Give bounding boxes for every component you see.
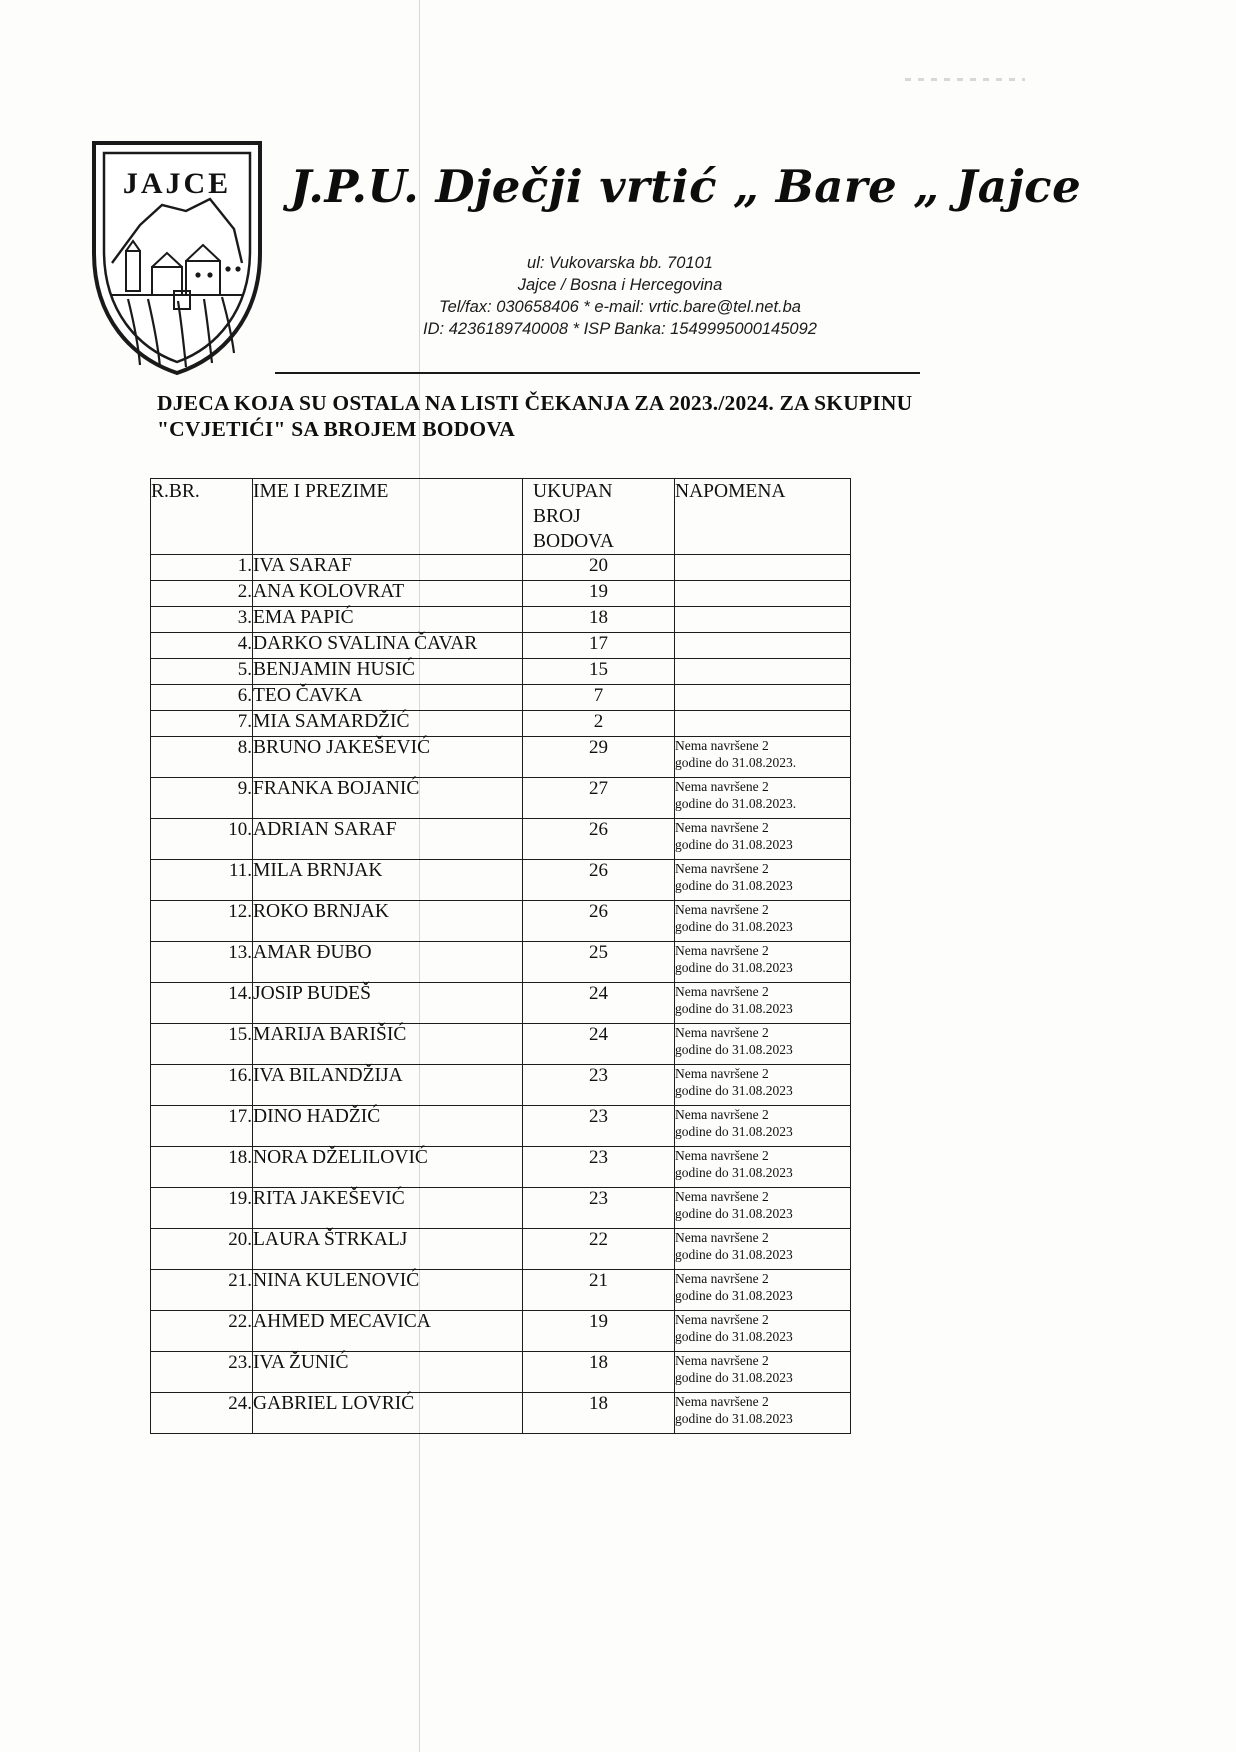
- cell-points: 29: [523, 737, 675, 778]
- cell-number: 13.: [151, 942, 253, 983]
- cell-name: IVA BILANDŽIJA: [253, 1065, 523, 1106]
- cell-name: IVA ŽUNIĆ: [253, 1352, 523, 1393]
- column-header-points-line-2: BROJ: [533, 506, 581, 527]
- cell-points: 18: [523, 1393, 675, 1434]
- cell-points: 2: [523, 711, 675, 737]
- cell-points: 20: [523, 555, 675, 581]
- table-row: [151, 860, 851, 901]
- svg-text:JAJCE: JAJCE: [122, 167, 232, 200]
- cell-name: IVA SARAF: [253, 555, 523, 581]
- table-row: [151, 1229, 851, 1270]
- cell-number: 1.: [151, 555, 253, 581]
- cell-number: 12.: [151, 901, 253, 942]
- cell-number: 4.: [151, 633, 253, 659]
- table-row: [151, 942, 851, 983]
- column-header-points-line-1: UKUPAN: [533, 481, 613, 502]
- cell-note-line-1: Nema navršene 2: [675, 1394, 769, 1409]
- cell-number: 15.: [151, 1024, 253, 1065]
- cell-number: 6.: [151, 685, 253, 711]
- organization-title: J.P.U. Dječji vrtić „ Bare „ Jajce: [290, 160, 1082, 213]
- table-row: [151, 1311, 851, 1352]
- cell-points: 26: [523, 819, 675, 860]
- column-header-points: [523, 479, 675, 555]
- cell-name: LAURA ŠTRKALJ: [253, 1229, 523, 1270]
- cell-number: 3.: [151, 607, 253, 633]
- cell-note: [675, 1311, 851, 1352]
- cell-points: 26: [523, 860, 675, 901]
- cell-points: 15: [523, 659, 675, 685]
- cell-name: EMA PAPIĆ: [253, 607, 523, 633]
- cell-note: [675, 581, 851, 607]
- cell-number: 14.: [151, 983, 253, 1024]
- cell-note-line-2: godine do 31.08.2023: [675, 919, 793, 934]
- cell-note-line-2: godine do 31.08.2023: [675, 878, 793, 893]
- cell-note-line-1: Nema navršene 2: [675, 1148, 769, 1163]
- cell-note-line-2: godine do 31.08.2023: [675, 960, 793, 975]
- cell-note-line-1: Nema navršene 2: [675, 1312, 769, 1327]
- cell-number: 17.: [151, 1106, 253, 1147]
- cell-number: 16.: [151, 1065, 253, 1106]
- table-row: [151, 1065, 851, 1106]
- cell-note: [675, 1024, 851, 1065]
- cell-number: 18.: [151, 1147, 253, 1188]
- cell-note: [675, 633, 851, 659]
- column-header-note: NAPOMENA: [675, 479, 851, 555]
- cell-points: 23: [523, 1106, 675, 1147]
- cell-name: GABRIEL LOVRIĆ: [253, 1393, 523, 1434]
- cell-note: [675, 1393, 851, 1434]
- cell-note-line-2: godine do 31.08.2023.: [675, 796, 797, 811]
- table-row: [151, 1188, 851, 1229]
- table-row: [151, 778, 851, 819]
- cell-note-line-2: godine do 31.08.2023: [675, 1042, 793, 1057]
- cell-note-line-1: Nema navršene 2: [675, 779, 769, 794]
- cell-points: 23: [523, 1188, 675, 1229]
- table-row: [151, 737, 851, 778]
- cell-note-line-1: Nema navršene 2: [675, 1107, 769, 1122]
- cell-number: 2.: [151, 581, 253, 607]
- cell-note: [675, 1229, 851, 1270]
- table-body: [151, 555, 851, 1434]
- cell-note-line-2: godine do 31.08.2023: [675, 1329, 793, 1344]
- table-row: [151, 711, 851, 737]
- table-row: [151, 819, 851, 860]
- cell-note-line-2: godine do 31.08.2023: [675, 1083, 793, 1098]
- cell-note: [675, 1106, 851, 1147]
- cell-note: [675, 901, 851, 942]
- table-row: [151, 659, 851, 685]
- address-city-country: Jajce / Bosna i Hercegovina: [517, 276, 723, 294]
- cell-note: [675, 983, 851, 1024]
- cell-name: TEO ČAVKA: [253, 685, 523, 711]
- table-row: [151, 581, 851, 607]
- cell-note: [675, 711, 851, 737]
- cell-number: 19.: [151, 1188, 253, 1229]
- cell-note: [675, 555, 851, 581]
- cell-points: 26: [523, 901, 675, 942]
- cell-note-line-1: Nema navršene 2: [675, 984, 769, 999]
- cell-name: NORA DŽELILOVIĆ: [253, 1147, 523, 1188]
- cell-note: [675, 860, 851, 901]
- cell-note-line-2: godine do 31.08.2023: [675, 1165, 793, 1180]
- cell-note-line-1: Nema navršene 2: [675, 738, 769, 753]
- cell-name: MILA BRNJAK: [253, 860, 523, 901]
- cell-points: 18: [523, 607, 675, 633]
- cell-name: FRANKA BOJANIĆ: [253, 778, 523, 819]
- cell-name: NINA KULENOVIĆ: [253, 1270, 523, 1311]
- cell-note-line-1: Nema navršene 2: [675, 1230, 769, 1245]
- cell-note: [675, 819, 851, 860]
- table-row: [151, 555, 851, 581]
- table-row: [151, 983, 851, 1024]
- table-row: [151, 1393, 851, 1434]
- cell-note-line-2: godine do 31.08.2023: [675, 1001, 793, 1016]
- cell-points: 19: [523, 1311, 675, 1352]
- cell-name: JOSIP BUDEŠ: [253, 983, 523, 1024]
- cell-note-line-2: godine do 31.08.2023: [675, 1247, 793, 1262]
- cell-note: [675, 778, 851, 819]
- cell-note-line-1: Nema navršene 2: [675, 820, 769, 835]
- cell-points: 21: [523, 1270, 675, 1311]
- cell-note-line-1: Nema navršene 2: [675, 1189, 769, 1204]
- table-row: [151, 1106, 851, 1147]
- cell-points: 19: [523, 581, 675, 607]
- cell-note-line-1: Nema navršene 2: [675, 1271, 769, 1286]
- cell-points: 24: [523, 1024, 675, 1065]
- column-header-number: R.BR.: [151, 479, 253, 555]
- cell-name: ADRIAN SARAF: [253, 819, 523, 860]
- cell-points: 24: [523, 983, 675, 1024]
- cell-note-line-1: Nema navršene 2: [675, 943, 769, 958]
- cell-note-line-2: godine do 31.08.2023.: [675, 755, 797, 770]
- contact-phone-email: Tel/fax: 030658406 * e-mail: vrtic.bare@tel.net.ba: [439, 298, 801, 316]
- cell-points: 17: [523, 633, 675, 659]
- cell-note: [675, 1188, 851, 1229]
- cell-name: MARIJA BARIŠIĆ: [253, 1024, 523, 1065]
- cell-points: 25: [523, 942, 675, 983]
- column-header-name: IME I PREZIME: [253, 479, 523, 555]
- cell-note-line-2: godine do 31.08.2023: [675, 1288, 793, 1303]
- cell-name: DINO HADŽIĆ: [253, 1106, 523, 1147]
- cell-points: 7: [523, 685, 675, 711]
- cell-name: AMAR ĐUBO: [253, 942, 523, 983]
- cell-note-line-1: Nema navršene 2: [675, 861, 769, 876]
- waiting-list-table: [150, 478, 851, 1434]
- cell-note-line-2: godine do 31.08.2023: [675, 1370, 793, 1385]
- cell-number: 22.: [151, 1311, 253, 1352]
- cell-number: 5.: [151, 659, 253, 685]
- table-row: [151, 1270, 851, 1311]
- cell-note-line-2: godine do 31.08.2023: [675, 1206, 793, 1221]
- table-row: [151, 1024, 851, 1065]
- cell-name: BRUNO JAKEŠEVIĆ: [253, 737, 523, 778]
- cell-note: [675, 942, 851, 983]
- cell-number: 21.: [151, 1270, 253, 1311]
- cell-number: 10.: [151, 819, 253, 860]
- cell-number: 7.: [151, 711, 253, 737]
- cell-note-line-1: Nema navršene 2: [675, 1066, 769, 1081]
- cell-number: 8.: [151, 737, 253, 778]
- cell-points: 23: [523, 1065, 675, 1106]
- header-divider: [275, 372, 920, 374]
- cell-note: [675, 1065, 851, 1106]
- address-street: ul: Vukovarska bb. 70101: [527, 254, 713, 272]
- cell-number: 23.: [151, 1352, 253, 1393]
- jajce-crest-icon: [82, 133, 272, 381]
- cell-note-line-2: godine do 31.08.2023: [675, 1411, 793, 1426]
- cell-name: MIA SAMARDŽIĆ: [253, 711, 523, 737]
- cell-note: [675, 685, 851, 711]
- scan-artifact: [905, 78, 1025, 81]
- cell-note: [675, 1147, 851, 1188]
- page-title-line-1: DJECA KOJA SU OSTALA NA LISTI ČEKANJA ZA 2023./2024. ZA SKUPINU: [157, 391, 913, 415]
- cell-number: 11.: [151, 860, 253, 901]
- contact-id-bank: ID: 4236189740008 * ISP Banka: 1549995000145092: [423, 320, 817, 338]
- table-row: [151, 685, 851, 711]
- table-row: [151, 1147, 851, 1188]
- cell-note-line-2: godine do 31.08.2023: [675, 1124, 793, 1139]
- contact-block: [300, 252, 940, 340]
- cell-note: [675, 1352, 851, 1393]
- cell-number: 9.: [151, 778, 253, 819]
- cell-note-line-1: Nema navršene 2: [675, 1353, 769, 1368]
- cell-note: [675, 659, 851, 685]
- cell-name: RITA JAKEŠEVIĆ: [253, 1188, 523, 1229]
- page-title-line-2: "CVJETIĆI" SA BROJEM BODOVA: [157, 417, 516, 441]
- cell-number: 20.: [151, 1229, 253, 1270]
- cell-points: 22: [523, 1229, 675, 1270]
- table-header-row: [151, 479, 851, 555]
- column-header-points-line-3: BODOVA: [533, 531, 614, 552]
- cell-note-line-2: godine do 31.08.2023: [675, 837, 793, 852]
- cell-name: DARKO SVALINA ČAVAR: [253, 633, 523, 659]
- cell-points: 18: [523, 1352, 675, 1393]
- table-row: [151, 901, 851, 942]
- table-row: [151, 1352, 851, 1393]
- cell-note: [675, 737, 851, 778]
- cell-points: 27: [523, 778, 675, 819]
- table-row: [151, 633, 851, 659]
- cell-name: ANA KOLOVRAT: [253, 581, 523, 607]
- cell-note: [675, 607, 851, 633]
- cell-note-line-1: Nema navršene 2: [675, 1025, 769, 1040]
- table-row: [151, 607, 851, 633]
- cell-points: 23: [523, 1147, 675, 1188]
- cell-number: 24.: [151, 1393, 253, 1434]
- cell-note: [675, 1270, 851, 1311]
- page-title: [157, 390, 1057, 442]
- cell-name: ROKO BRNJAK: [253, 901, 523, 942]
- cell-note-line-1: Nema navršene 2: [675, 902, 769, 917]
- cell-name: AHMED MECAVICA: [253, 1311, 523, 1352]
- cell-name: BENJAMIN HUSIĆ: [253, 659, 523, 685]
